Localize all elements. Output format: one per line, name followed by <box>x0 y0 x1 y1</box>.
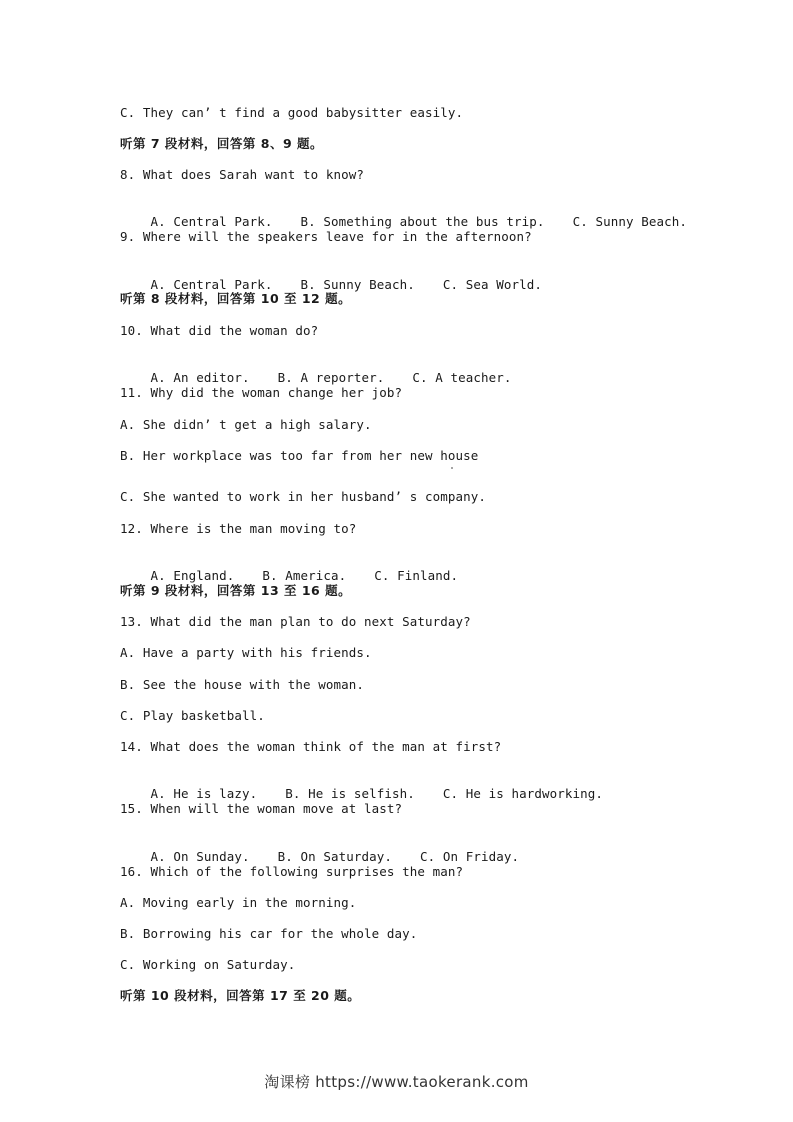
q13-option-b: B. See the house with the woman. <box>120 677 365 692</box>
q14-option-c: C. He is hardworking. <box>442 786 604 801</box>
q12-option-b: B. America. <box>262 568 347 583</box>
q8-option-b: B. Something about the bus trip. <box>300 214 545 229</box>
stray-mark <box>451 467 453 469</box>
q16-option-a: A. Moving early in the morning. <box>120 895 357 910</box>
q12-option-a: A. England. <box>150 568 235 583</box>
q10-option-c: C. A teacher. <box>412 370 512 385</box>
q10-option-b: B. A reporter. <box>277 370 385 385</box>
question-13: 13. What did the man plan to do next Saturday? <box>120 614 471 629</box>
question-8: 8. What does Sarah want to know? <box>120 167 365 182</box>
section-8-heading: 听第 8 段材料，回答第 10 至 12 题。 <box>120 291 352 306</box>
q16-option-c: C. Working on Saturday. <box>120 957 296 972</box>
q15-option-c: C. On Friday. <box>420 849 520 864</box>
q15-option-a: A. On Sunday. <box>150 849 250 864</box>
q14-option-a: A. He is lazy. <box>150 786 258 801</box>
q11-option-c: C. She wanted to work in her husband’ s company. <box>120 489 487 504</box>
q15-option-b: B. On Saturday. <box>277 849 393 864</box>
question-10: 10. What did the woman do? <box>120 323 319 338</box>
question-14: 14. What does the woman think of the man at first? <box>120 739 502 754</box>
section-7-heading: 听第 7 段材料，回答第 8、9 题。 <box>120 136 324 151</box>
question-9: 9. Where will the speakers leave for in the afternoon? <box>120 229 532 244</box>
q11-option-a: A. She didn’ t get a high salary. <box>120 417 372 432</box>
page-footer-watermark: 淘课榜 https://www.taokerank.com <box>264 1073 529 1091</box>
question-12: 12. Where is the man moving to? <box>120 521 357 536</box>
q9-option-b: B. Sunny Beach. <box>300 277 415 292</box>
question-11: 11. Why did the woman change her job? <box>120 385 403 400</box>
q10-option-a: A. An editor. <box>150 370 250 385</box>
q8-option-a: A. Central Park. <box>150 214 273 229</box>
q12-option-c: C. Finland. <box>374 568 459 583</box>
section-10-heading: 听第 10 段材料，回答第 17 至 20 题。 <box>120 988 361 1003</box>
question-16: 16. Which of the following surprises the man? <box>120 864 464 879</box>
section-9-heading: 听第 9 段材料，回答第 13 至 16 题。 <box>120 583 352 598</box>
q9-option-c: C. Sea World. <box>442 277 543 292</box>
q11-option-b: B. Her workplace was too far from her new house <box>120 448 479 463</box>
question-15: 15. When will the woman move at last? <box>120 801 403 816</box>
q13-option-a: A. Have a party with his friends. <box>120 645 372 660</box>
q7-option-c: C. They can’ t find a good babysitter easily. <box>120 105 464 120</box>
q13-option-c: C. Play basketball. <box>120 708 265 723</box>
q9-option-a: A. Central Park. <box>150 277 273 292</box>
q14-option-b: B. He is selfish. <box>285 786 415 801</box>
q8-option-c: C. Sunny Beach. <box>572 214 687 229</box>
q16-option-b: B. Borrowing his car for the whole day. <box>120 926 418 941</box>
